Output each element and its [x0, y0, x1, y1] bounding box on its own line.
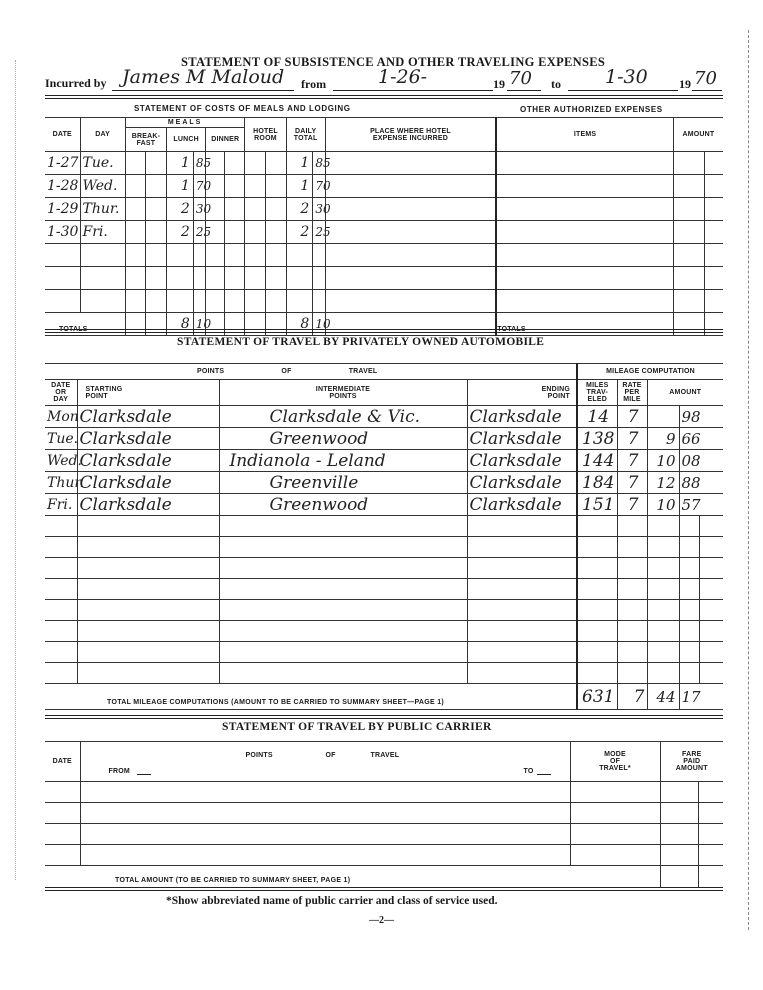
table-row: [45, 579, 723, 600]
lunch-dollars[interactable]: 1: [167, 175, 194, 198]
daily-total-cents[interactable]: 25: [313, 221, 325, 244]
col-dinner-header: DINNER: [206, 128, 245, 152]
auto-day[interactable]: Wed.: [45, 450, 77, 472]
auto-total-miles[interactable]: 631: [577, 684, 617, 710]
auto-miles[interactable]: 14: [577, 406, 617, 428]
auto-amount-cents[interactable]: 88: [679, 472, 723, 494]
table-row: [45, 450, 723, 472]
from-label: from: [301, 77, 327, 91]
auto-ending-point[interactable]: Clarksdale: [467, 494, 577, 516]
auto-amount-cents[interactable]: 98: [679, 406, 723, 428]
carrier-from-label: FROM: [108, 768, 130, 775]
table-row: [45, 663, 723, 684]
table-row: [45, 516, 723, 537]
table-row: [45, 290, 723, 313]
lunch-dollars[interactable]: 2: [167, 221, 194, 244]
col-day-header: DAY: [80, 118, 125, 152]
to-year-value[interactable]: 70: [694, 68, 717, 89]
daily-total-dollars[interactable]: 1: [286, 175, 313, 198]
auto-rate[interactable]: 7: [617, 406, 647, 428]
auto-section-title: STATEMENT OF TRAVEL BY PRIVATELY OWNED AUTOMOBILE: [177, 336, 545, 348]
carrier-points-label: POINTS: [245, 752, 273, 759]
auto-intermediate-points[interactable]: Greenwood: [219, 494, 467, 516]
table-row: [45, 267, 723, 290]
carrier-section-title: STATEMENT OF TRAVEL BY PUBLIC CARRIER: [222, 721, 492, 733]
daily-total-dollars[interactable]: 2: [286, 198, 313, 221]
auto-miles[interactable]: 144: [577, 450, 617, 472]
auto-starting-point[interactable]: Clarksdale: [77, 494, 219, 516]
to-label: to: [551, 77, 561, 91]
meals-section-title: STATEMENT OF COSTS OF MEALS AND LODGING: [134, 104, 351, 113]
table-row: [45, 845, 723, 866]
auto-col-amount-header: AMOUNT: [647, 380, 723, 406]
auto-day[interactable]: Mon: [45, 406, 77, 428]
auto-starting-point[interactable]: Clarksdale: [77, 450, 219, 472]
table-row: [45, 558, 723, 579]
form-title: STATEMENT OF SUBSISTENCE AND OTHER TRAVELING EXPENSES: [181, 55, 606, 69]
auto-amount-dollars[interactable]: 10: [647, 450, 679, 472]
meal-day[interactable]: Wed.: [80, 175, 125, 198]
to-date-value[interactable]: 1-30: [605, 66, 648, 88]
auto-col-miles-header: MILES TRAV- ELED: [577, 380, 617, 406]
auto-ending-point[interactable]: Clarksdale: [467, 406, 577, 428]
table-row: [45, 642, 723, 663]
table-row: [45, 428, 723, 450]
daily-total-cents[interactable]: 85: [313, 152, 325, 175]
auto-rate[interactable]: 7: [617, 450, 647, 472]
footnote: *Show abbreviated name of public carrier and class of service used.: [166, 895, 498, 907]
auto-rate[interactable]: 7: [617, 428, 647, 450]
table-row: [45, 803, 723, 824]
carrier-col-mode-header: MODE OF TRAVEL*: [570, 742, 660, 782]
auto-miles[interactable]: 138: [577, 428, 617, 450]
auto-total-dollars[interactable]: 44: [647, 684, 679, 710]
lunch-total-cents[interactable]: 10: [193, 313, 205, 336]
meal-day[interactable]: Fri.: [80, 221, 125, 244]
daily-total-dollars[interactable]: 2: [286, 221, 313, 244]
meal-date[interactable]: 1-28: [45, 175, 80, 198]
auto-amount-dollars[interactable]: 9: [647, 428, 679, 450]
auto-of-label: OF: [281, 368, 292, 375]
carrier-of-label: OF: [325, 752, 336, 759]
incurred-by-value[interactable]: James M Maloud: [122, 66, 285, 88]
auto-ending-point[interactable]: Clarksdale: [467, 428, 577, 450]
table-row: [45, 782, 723, 803]
lunch-cents[interactable]: 30: [193, 198, 205, 221]
col-daily-total-header: DAILY TOTAL: [286, 118, 325, 152]
col-place-header: PLACE WHERE HOTEL EXPENSE INCURRED: [325, 118, 496, 152]
table-row: [45, 472, 723, 494]
lunch-dollars[interactable]: 1: [167, 152, 194, 175]
automobile-travel-table: [45, 363, 723, 710]
auto-starting-point[interactable]: Clarksdale: [77, 472, 219, 494]
auto-rate[interactable]: 7: [617, 494, 647, 516]
col-date-header: DATE: [45, 118, 80, 152]
meal-day[interactable]: Tue.: [80, 152, 125, 175]
auto-amount-dollars[interactable]: 12: [647, 472, 679, 494]
carrier-col-date-header: DATE: [45, 742, 80, 782]
meal-date[interactable]: 1-29: [45, 198, 80, 221]
meal-date[interactable]: 1-30: [45, 221, 80, 244]
auto-starting-point[interactable]: Clarksdale: [77, 406, 219, 428]
carrier-col-fare-header: FARE PAID AMOUNT: [660, 742, 723, 782]
table-row: [45, 537, 723, 558]
auto-ending-point[interactable]: Clarksdale: [467, 450, 577, 472]
auto-miles[interactable]: 151: [577, 494, 617, 516]
carrier-travel-label: TRAVEL: [370, 752, 400, 759]
daily-total-dollars[interactable]: 1: [286, 152, 313, 175]
lunch-dollars[interactable]: 2: [167, 198, 194, 221]
table-row: [45, 406, 723, 428]
meal-date[interactable]: 1-27: [45, 152, 80, 175]
auto-col-intermediate-header: INTERMEDIATE POINTS: [219, 380, 467, 406]
table-row: [45, 621, 723, 642]
year-prefix-1: 19: [493, 77, 505, 91]
auto-col-date-header: DATE OR DAY: [45, 380, 77, 406]
meals-totals-label: TOTALS: [45, 313, 125, 336]
daily-grand-total-dollars[interactable]: 8: [286, 313, 313, 336]
table-row: [45, 600, 723, 621]
meals-group-header: MEALS: [125, 118, 245, 128]
auto-points-label: POINTS: [197, 368, 225, 375]
auto-col-ending-header: ENDING POINT: [467, 380, 577, 406]
table-row: [45, 152, 723, 175]
page-number: —2—: [369, 915, 394, 926]
auto-day[interactable]: Tue.: [45, 428, 77, 450]
col-lunch-header: LUNCH: [167, 128, 206, 152]
from-year-value[interactable]: 70: [509, 68, 532, 89]
table-row: [45, 221, 723, 244]
auto-miles[interactable]: 184: [577, 472, 617, 494]
auto-total-rate[interactable]: 7: [617, 684, 647, 710]
daily-total-cents[interactable]: 30: [313, 198, 325, 221]
auto-amount-cents[interactable]: 08: [679, 450, 723, 472]
auto-amount-dollars[interactable]: [647, 406, 679, 428]
lunch-cents[interactable]: 85: [193, 152, 205, 175]
daily-grand-total-cents[interactable]: 10: [313, 313, 325, 336]
auto-day[interactable]: Fri.: [45, 494, 77, 516]
auto-total-label: TOTAL MILEAGE COMPUTATIONS (AMOUNT TO BE CARRIED TO SUMMARY SHEET—PAGE 1): [45, 684, 577, 710]
totals-row: [45, 684, 723, 710]
auto-starting-point[interactable]: Clarksdale: [77, 428, 219, 450]
auto-intermediate-points[interactable]: Greenville: [219, 472, 467, 494]
carrier-to-label: TO: [523, 768, 534, 775]
from-date-value[interactable]: 1-26-: [378, 66, 428, 88]
auto-day[interactable]: Thur.: [45, 472, 77, 494]
lunch-cents[interactable]: 25: [193, 221, 205, 244]
public-carrier-table: [45, 741, 723, 888]
auto-rate[interactable]: 7: [617, 472, 647, 494]
meals-lodging-table: [45, 117, 723, 336]
scan-edge-mark: [748, 30, 749, 930]
lunch-total-dollars[interactable]: 8: [167, 313, 194, 336]
auto-travel-label: TRAVEL: [348, 368, 378, 375]
table-row: [45, 494, 723, 516]
auto-total-cents[interactable]: 17: [679, 684, 723, 710]
daily-total-cents[interactable]: 70: [313, 175, 325, 198]
col-other-amount-header: AMOUNT: [673, 118, 723, 152]
table-row: [45, 175, 723, 198]
col-items-header: ITEMS: [496, 118, 673, 152]
auto-col-rate-header: RATE PER MILE: [617, 380, 647, 406]
table-row: [45, 198, 723, 221]
carrier-total-label: TOTAL AMOUNT (TO BE CARRIED TO SUMMARY SHEET, PAGE 1): [45, 866, 660, 888]
table-row: [45, 244, 723, 267]
auto-intermediate-points[interactable]: Clarksdale & Vic.: [219, 406, 467, 428]
auto-intermediate-points[interactable]: Indianola - Leland: [219, 450, 467, 472]
lunch-cents[interactable]: 70: [193, 175, 205, 198]
auto-amount-cents[interactable]: 66: [679, 428, 723, 450]
auto-intermediate-points[interactable]: Greenwood: [219, 428, 467, 450]
other-expenses-section-title: OTHER AUTHORIZED EXPENSES: [520, 105, 663, 114]
other-totals-label: TOTALS: [496, 313, 673, 336]
auto-amount-cents[interactable]: 57: [679, 494, 723, 516]
scan-edge-mark: [15, 60, 16, 880]
auto-ending-point[interactable]: Clarksdale: [467, 472, 577, 494]
col-breakfast-header: BREAK- FAST: [125, 128, 166, 152]
col-hotel-header: HOTEL ROOM: [245, 118, 286, 152]
table-row: [45, 824, 723, 845]
meal-day[interactable]: Thur.: [80, 198, 125, 221]
year-prefix-2: 19: [679, 77, 691, 91]
incurred-by-label: Incurred by: [45, 76, 107, 90]
mileage-computation-header: MILEAGE COMPUTATION: [577, 364, 723, 380]
totals-row: [45, 866, 723, 888]
auto-col-starting-header: STARTING POINT: [77, 380, 219, 406]
auto-amount-dollars[interactable]: 10: [647, 494, 679, 516]
